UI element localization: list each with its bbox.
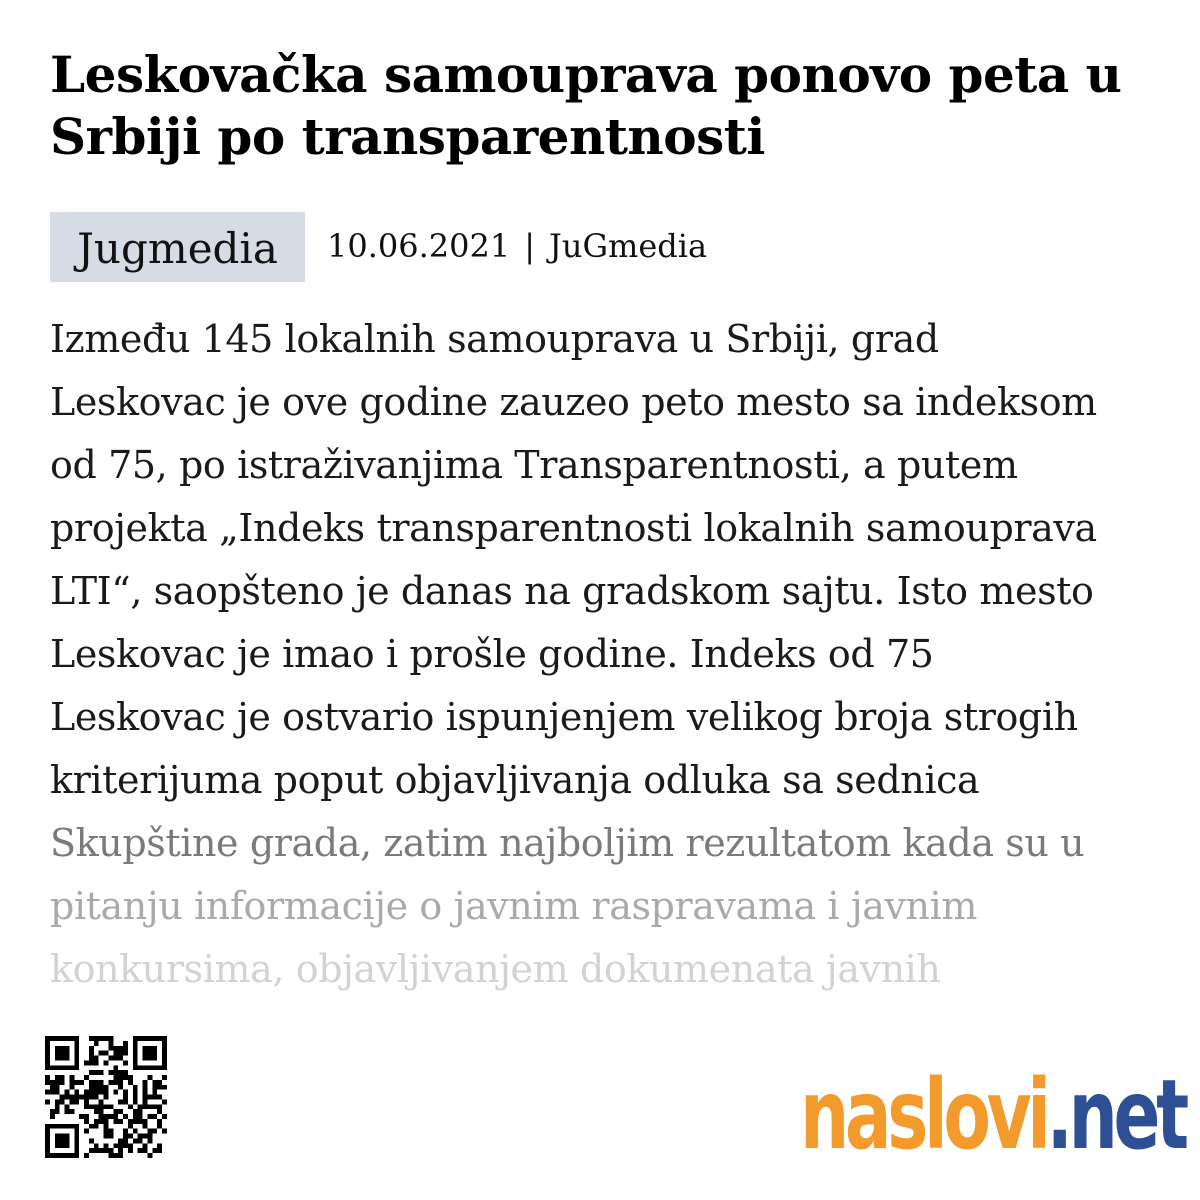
article-meta-text: [327, 226, 707, 266]
body-line: projekta „Indeks transparentnosti lokalnih samouprava: [50, 506, 1097, 550]
body-line: Leskovac je ostvario ispunjenjem velikog broja strogih: [50, 695, 1078, 739]
body-line: Leskovac je imao i prošle godine. Indeks od 75: [50, 632, 934, 676]
body-line-faded: pitanju informacije o javnim raspravama i javnim: [50, 884, 977, 928]
body-line: LTI“, saopšteno je danas na gradskom sajtu. Isto mesto: [50, 569, 1094, 613]
publish-date: 10.06.2021: [327, 227, 511, 265]
body-line: kriterijuma poput objavljivanja odluka sa sednica: [50, 758, 980, 802]
author-name: JuGmedia: [549, 227, 708, 265]
article-body: [50, 308, 1170, 998]
body-line-faded: Skupštine grada, zatim najboljim rezultatom kada su u: [50, 821, 1085, 865]
logo-net-text: net: [1068, 1059, 1185, 1171]
logo-dot: .: [1046, 1059, 1069, 1171]
naslovi-net-logo[interactable]: [800, 1055, 1185, 1171]
article-title: Leskovačka samouprava ponovo peta u Srbiji po transparentnosti: [50, 45, 1122, 166]
logo-naslovi-text: naslovi: [800, 1059, 1047, 1171]
article-meta: [50, 212, 707, 282]
source-badge[interactable]: Jugmedia: [50, 212, 305, 282]
body-line-faded: konkursima, objavljivanjem dokumenata javnih: [50, 947, 941, 991]
qr-code-icon[interactable]: [45, 1036, 167, 1158]
body-line: Leskovac je ove godine zauzeo peto mesto sa indeksom: [50, 380, 1097, 424]
body-line: od 75, po istraživanjima Transparentnosti, a putem: [50, 443, 1018, 487]
body-line: Između 145 lokalnih samouprava u Srbiji, grad: [50, 317, 939, 361]
meta-separator: |: [524, 227, 535, 265]
